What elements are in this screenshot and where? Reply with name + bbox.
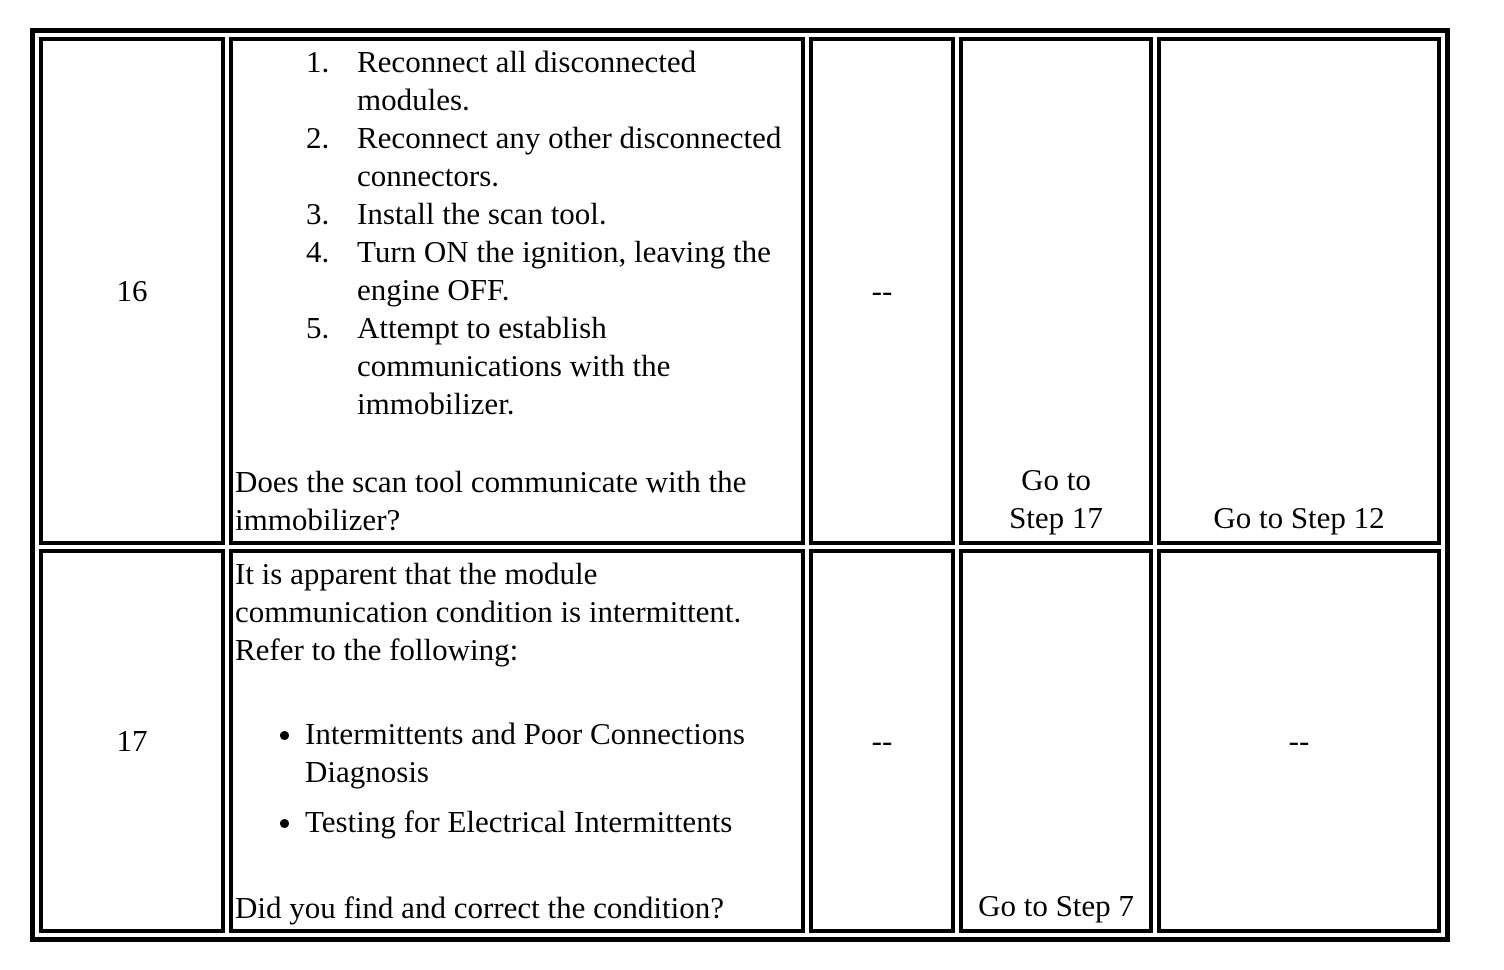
- action-cell: [229, 549, 805, 933]
- action-step: 4. Turn ON the ignition, leaving the engine OFF.: [337, 233, 797, 309]
- no-action: --: [1288, 723, 1310, 758]
- step-question: Did you find and correct the condition?: [235, 890, 724, 925]
- action-step: 2. Reconnect any other disconnected connectors.: [337, 119, 797, 195]
- yes-cell: [959, 37, 1153, 545]
- action-steps-list: [235, 43, 797, 423]
- step-intro: It is apparent that the module communication condition is intermittent. Refer to the following:: [235, 556, 742, 667]
- reference-link[interactable]: • Testing for Electrical Intermittents: [305, 803, 797, 841]
- yes-action: Go to Step 7: [978, 888, 1134, 923]
- yes-action: Go to Step 17: [1009, 462, 1103, 535]
- reference-list: [235, 715, 797, 841]
- action-cell: [229, 37, 805, 545]
- action-step: 3. Install the scan tool.: [337, 195, 797, 233]
- step-question: Does the scan tool communicate with the immobilizer?: [235, 464, 747, 537]
- action-step: 5. Attempt to establish communications with the immobilizer.: [337, 309, 797, 423]
- step-number-cell: [39, 37, 225, 545]
- step-number: 17: [116, 723, 148, 758]
- yes-cell: [959, 549, 1153, 933]
- step-number-cell: [39, 549, 225, 933]
- step-number: 16: [116, 273, 148, 308]
- no-cell: [1157, 37, 1441, 545]
- reference-link[interactable]: • Intermittents and Poor Connections Diagnosis: [305, 715, 797, 791]
- no-action: Go to Step 12: [1213, 500, 1385, 535]
- value-cell: [809, 549, 955, 933]
- diagnostic-table: [30, 28, 1450, 942]
- no-cell: [1157, 549, 1441, 933]
- value-cell: [809, 37, 955, 545]
- action-step: 1. Reconnect all disconnected modules.: [337, 43, 797, 119]
- value-text: --: [871, 723, 893, 758]
- value-text: --: [871, 273, 893, 308]
